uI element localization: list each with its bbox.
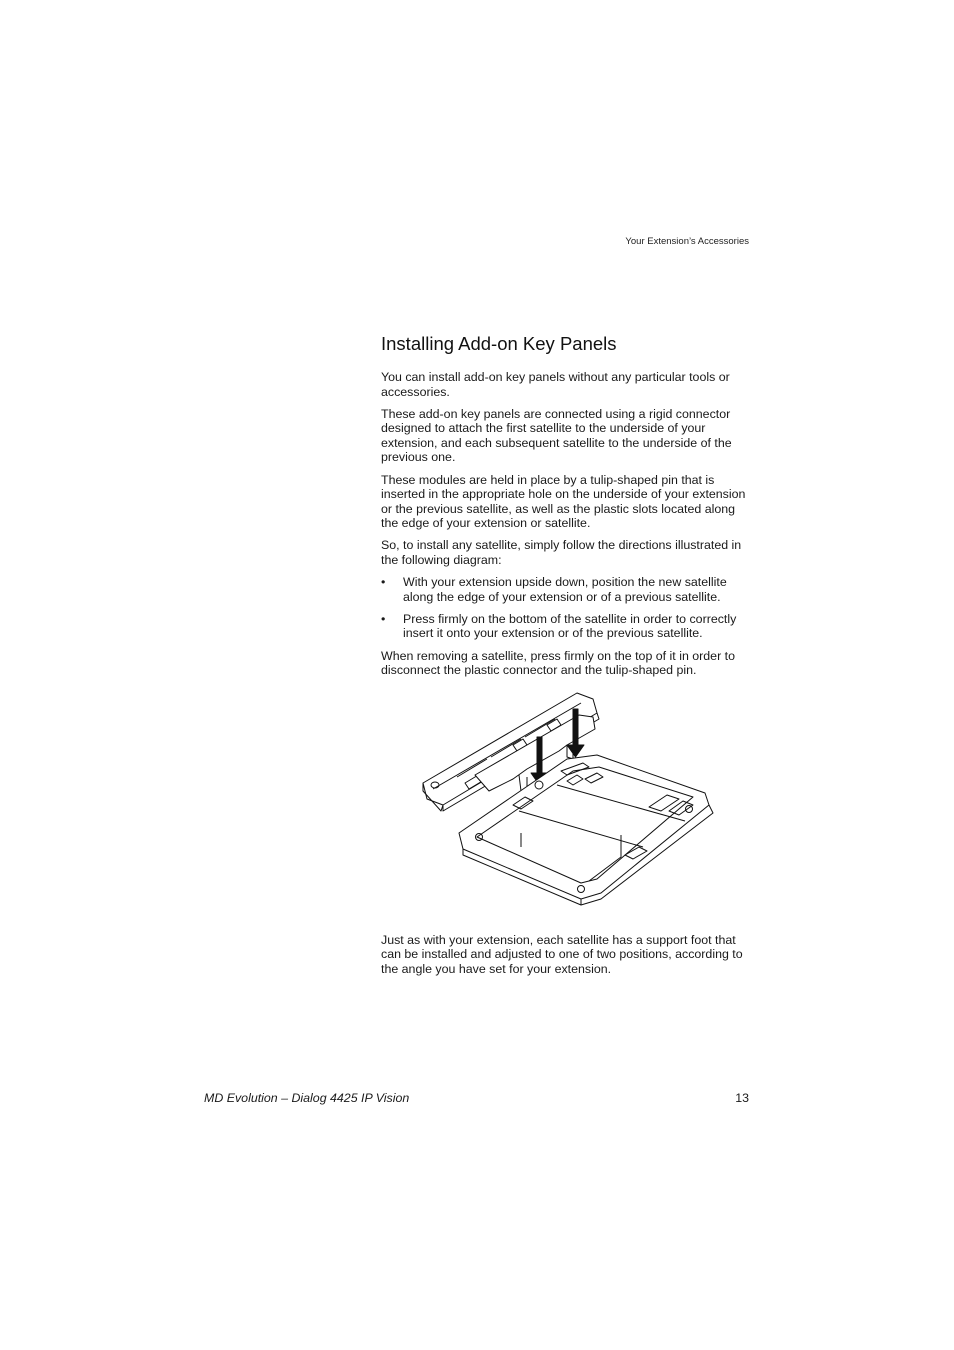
instruction-list xyxy=(381,575,749,641)
page-number: 13 xyxy=(735,1091,749,1105)
list-item-text: Press firmly on the bottom of the satellite in order to correctly insert it onto your extension or of the previous satellite. xyxy=(403,611,737,641)
page-content xyxy=(381,332,749,984)
list-item xyxy=(381,612,749,641)
paragraph-directions: So, to install any satellite, simply follow the directions illustrated in the following diagram: xyxy=(381,538,742,568)
paragraph-support-foot: Just as with your extension, each satellite has a support foot that can be installed and adjusted to one of two positions, according to the angle you have set for your extension. xyxy=(381,932,743,976)
footer-document-title: MD Evolution – Dialog 4425 IP Vision xyxy=(204,1091,410,1105)
bullet-icon: • xyxy=(381,575,386,590)
list-item xyxy=(381,575,749,604)
list-item-text: With your extension upside down, position the new satellite along the edge of your extension or of a previous satellite. xyxy=(403,575,727,604)
paragraph-removal: When removing a satellite, press firmly on the top of it in order to disconnect the plastic connector and the tulip-shaped pin. xyxy=(381,648,735,678)
section-title: Installing Add-on Key Panels xyxy=(381,333,617,354)
paragraph-intro: You can install add-on key panels without any particular tools or accessories. xyxy=(381,370,730,399)
satellite-installation-diagram xyxy=(417,687,727,919)
bullet-icon: • xyxy=(381,611,386,626)
paragraph-connector: These add-on key panels are connected using a rigid connector designed to attach the first satellite to the underside of your extension, and each subsequent satellite to the underside of the previous one. xyxy=(381,406,732,465)
running-header: Your Extension’s Accessories xyxy=(625,236,749,247)
paragraph-tulip-pin: These modules are held in place by a tulip-shaped pin that is inserted in the appropriate hole on the underside of your extension or the previous satellite, as well as the plastic slots located along the edge of your extension or satellite. xyxy=(381,472,746,531)
